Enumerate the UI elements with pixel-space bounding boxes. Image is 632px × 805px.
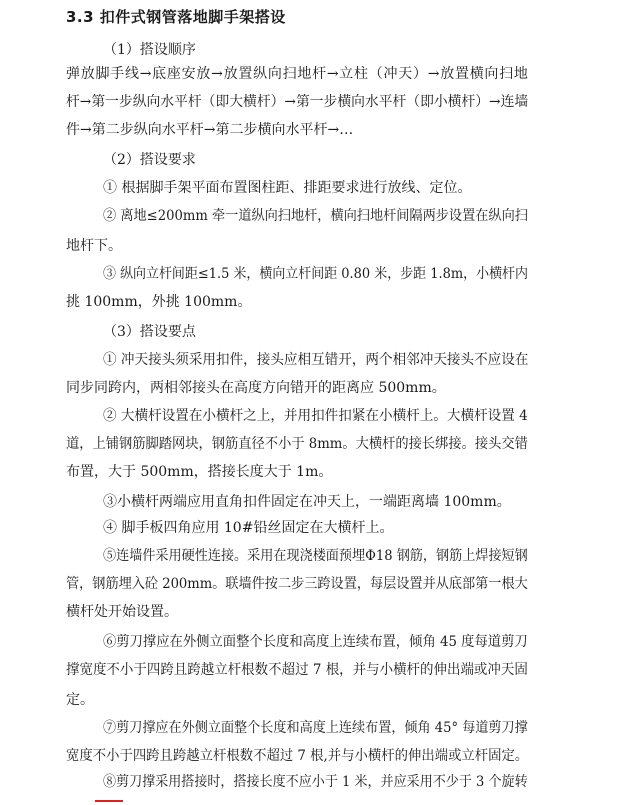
body-line: ② 大横杆设置在小横杆之上，并用扣件扣紧在小横杆上。大横杆设置 4 <box>103 408 528 424</box>
body-line: （2）搭设要求 <box>103 152 196 168</box>
body-line: ③小横杆两端应用直角扣件固定在冲天上，一端距离墙 100mm。 <box>103 494 511 510</box>
body-line: （3）搭设要点 <box>103 324 196 340</box>
body-line: 杆→第一步纵向水平杆（即大横杆）→第一步横向水平杆（即小横杆）→连墙 <box>66 94 529 110</box>
body-line: ① 冲天接头须采用扣件，接头应相互错开，两个相邻冲天接头不应设在 <box>103 352 529 368</box>
body-line: ② 离地≤200mm 牵一道纵向扫地杆，横向扫地杆间隔两步设置在纵向扫 <box>103 208 528 224</box>
body-line: ③ 纵向立杆间距≤1.5 米，横向立杆间距 0.80 米，步距 1.8m，小横杆内 <box>103 266 528 282</box>
body-line: 弹放脚手线→底座安放→放置纵向扫地杆→立柱（冲天）→放置横向扫地 <box>66 66 529 82</box>
section-title: 3.3 扣件式钢管落地脚手架搭设 <box>66 8 286 26</box>
body-line: 定。 <box>66 692 94 708</box>
body-line: 件→第二步纵向水平杆→第二步横向水平杆→… <box>66 122 354 138</box>
body-line: ④ 脚手板四角应用 10#铅丝固定在大横杆上。 <box>103 520 394 536</box>
body-line: 地杆下。 <box>66 238 122 254</box>
body-line: 管，钢筋埋入砼 200mm。联墙件按二步三跨设置，每层设置并从底部第一根大 <box>66 576 528 592</box>
body-line: 同步同跨内，两相邻接头在高度方向错开的距离应 500mm。 <box>66 380 446 396</box>
body-line: 挑 100mm，外挑 100mm。 <box>66 294 252 310</box>
body-line: 撑宽度不小于四跨且跨越立杆根数不超过 7 根，并与小横杆的伸出端或冲天固 <box>66 662 528 678</box>
body-line: ⑦剪刀撑应在外侧立面整个长度和高度上连续布置，倾角 45° 每道剪刀撑 <box>103 720 528 736</box>
red-underline-mark <box>95 800 123 802</box>
body-line: ① 根据脚手架平面布置图柱距、排距要求进行放线、定位。 <box>103 180 472 196</box>
body-line: （1）搭设顺序 <box>103 42 196 58</box>
body-line: 布置，大于 500mm，搭接长度大于 1m。 <box>66 464 333 480</box>
body-line: ⑧剪刀撑采用搭接时，搭接长度不应小于 1 米，并应采用不少于 3 个旋转 <box>103 774 528 790</box>
body-line: ⑤连墙件采用硬性连接。采用在现浇楼面预埋Φ18 钢筋，钢筋上焊接短钢 <box>103 548 528 564</box>
body-line: 横杆处开始设置。 <box>66 604 178 620</box>
body-line: ⑥剪刀撑应在外侧立面整个长度和高度上连续布置，倾角 45 度每道剪刀 <box>103 634 528 650</box>
body-line: 宽度不小于四跨且跨越立杆根数不超过 7 根,并与小横杆的伸出端或立杆固定。 <box>66 748 529 764</box>
body-line: 道，上铺钢筋脚踏网块，钢筋直径不小于 8mm。大横杆的接长绑接。接头交错 <box>66 436 528 452</box>
